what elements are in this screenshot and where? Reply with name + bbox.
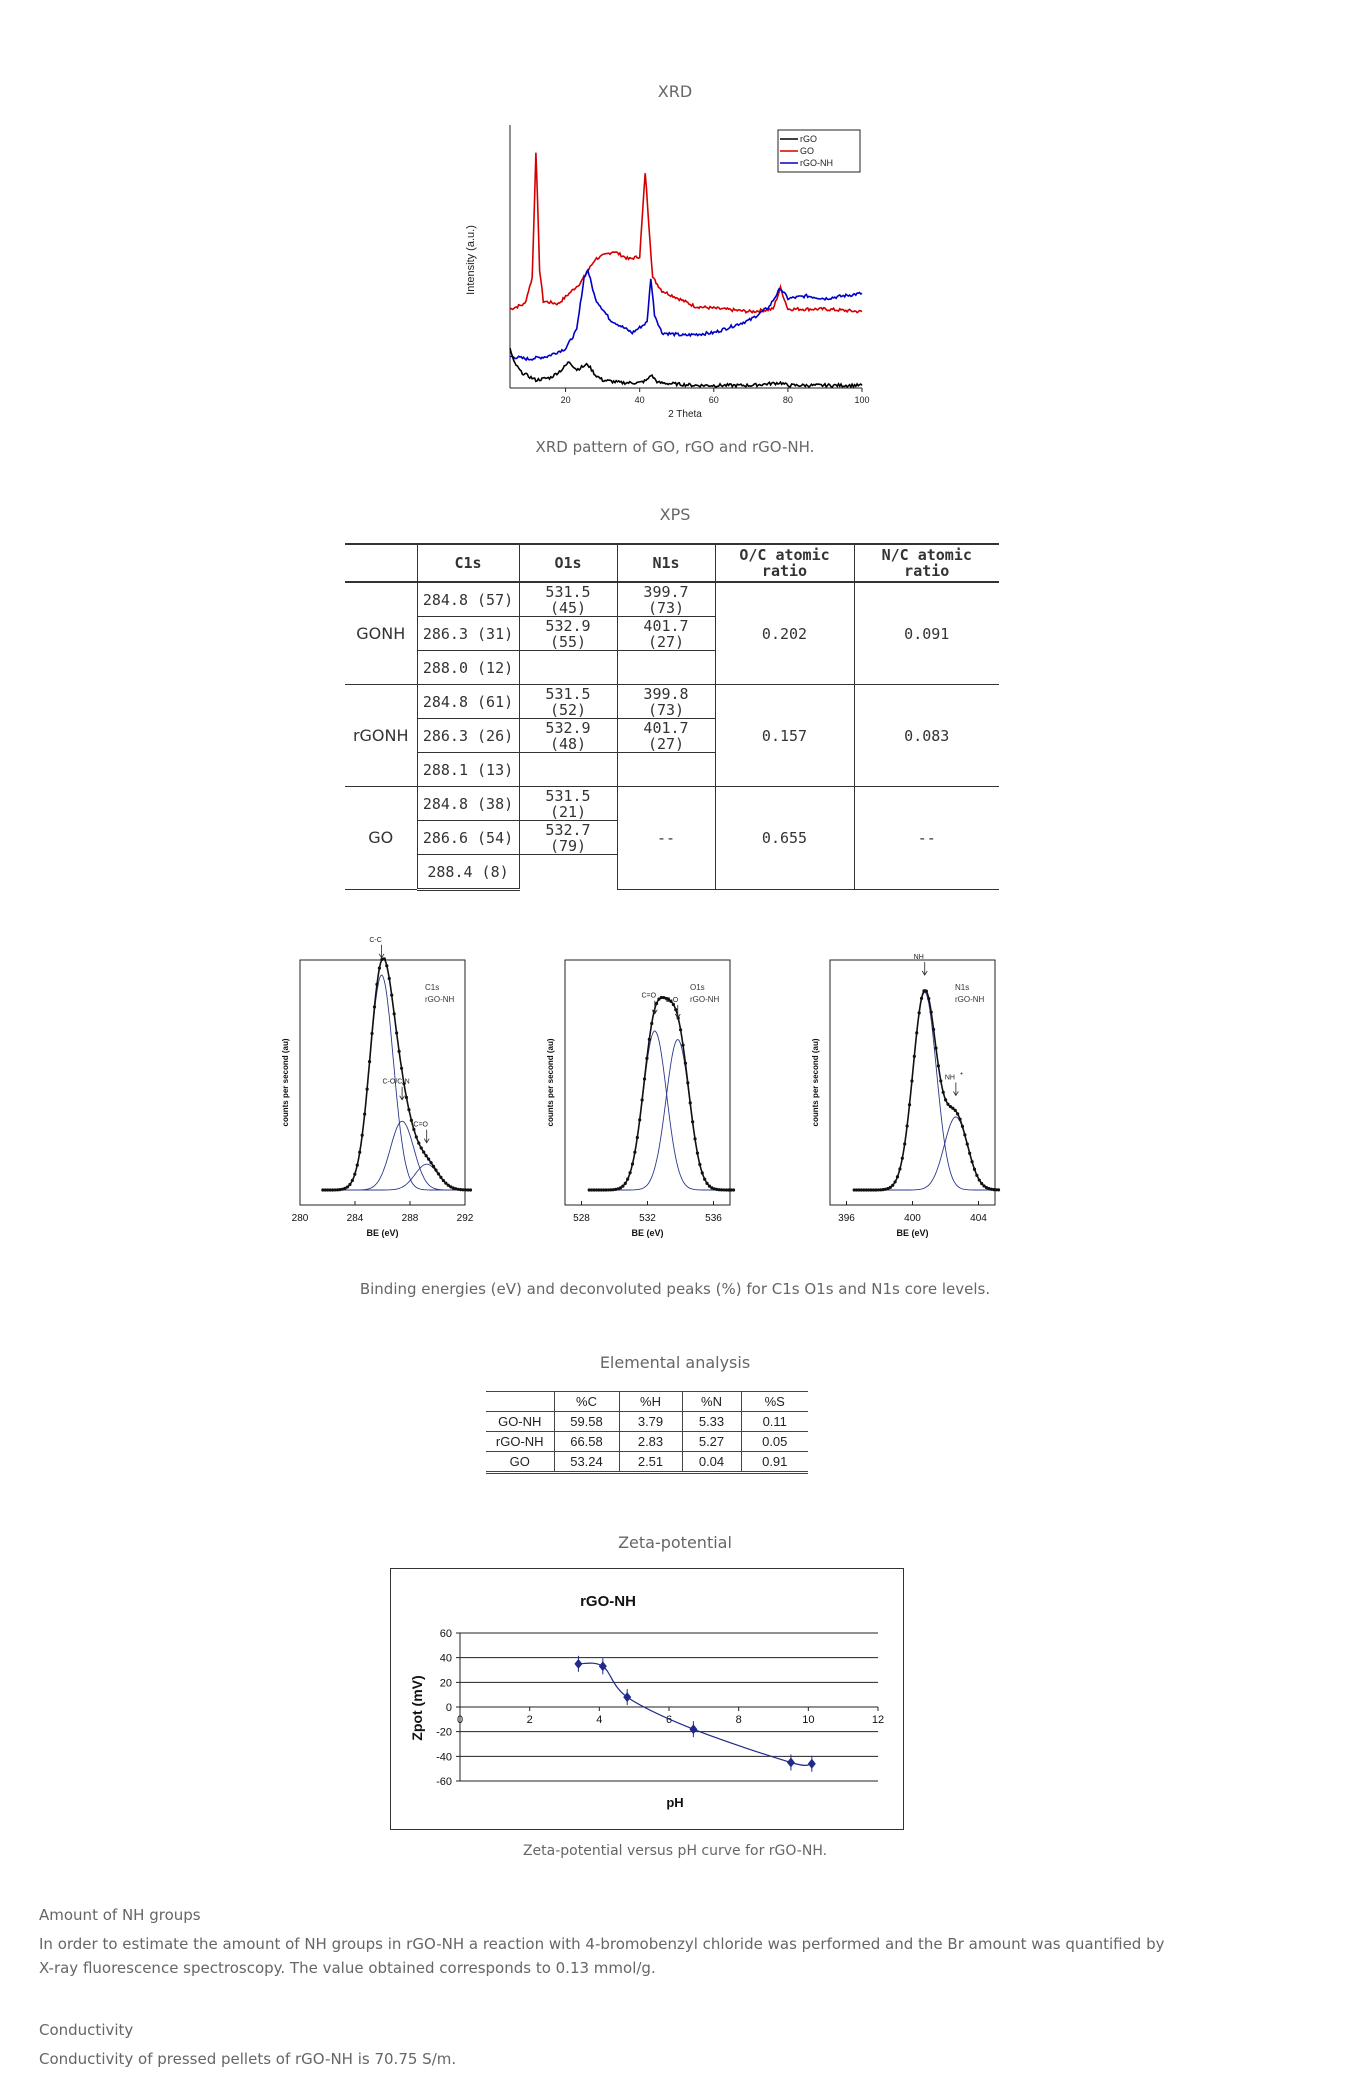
spectrum-data-point — [901, 1157, 904, 1160]
spectrum-data-point — [966, 1142, 969, 1145]
table-cell: 401.7 (27) — [617, 719, 715, 753]
xps-header-c1s: C1s — [417, 544, 519, 582]
zeta-chart — [390, 1568, 904, 1830]
table-cell: 66.58 — [554, 1432, 619, 1452]
zeta-x-tick-label: 2 — [526, 1714, 533, 1726]
zeta-chart-title: rGO-NH — [580, 1593, 636, 1610]
spectrum-data-point — [405, 1096, 408, 1099]
spectrum-data-point — [626, 1177, 629, 1180]
spectrum-x-tick-label: 532 — [639, 1213, 656, 1224]
spectrum-x-tick-label: 280 — [291, 1213, 309, 1224]
table-cell: 401.7 (27) — [617, 617, 715, 651]
table-cell: 288.4 (8) — [417, 855, 519, 890]
spectrum-data-point — [415, 1135, 418, 1138]
xrd-series-go — [510, 153, 862, 313]
spectrum-data-point — [400, 1067, 403, 1070]
spectrum-data-point — [681, 1044, 684, 1047]
xrd-title: XRD — [657, 82, 693, 101]
spectrum-data-point — [939, 1079, 942, 1082]
spectrum-annotation: C=O — [413, 1121, 428, 1129]
table-cell: 3.79 — [619, 1412, 682, 1432]
spectrum-data-point — [351, 1179, 354, 1182]
table-row — [345, 787, 999, 821]
zeta-y-tick-label: -20 — [436, 1726, 452, 1739]
table-cell: 531.5 (45) — [519, 582, 617, 617]
spectrum-data-point — [373, 1005, 376, 1008]
zeta-x-tick-label: 8 — [735, 1714, 742, 1726]
table-cell: 531.5 (52) — [519, 685, 617, 719]
table-cell: 532.9 (48) — [519, 719, 617, 753]
xps-group-label: rGONH — [345, 685, 417, 787]
spectrum-data-point — [383, 957, 386, 960]
xps-group-label: GO — [345, 787, 417, 890]
elemental-table — [486, 1391, 808, 1474]
xps-title: XPS — [659, 505, 691, 524]
nh-groups-title: Amount of NH groups — [39, 1906, 201, 1924]
xrd-x-tick-label: 20 — [560, 395, 571, 405]
zeta-chart-frame — [391, 1569, 904, 1830]
spectrum-data-point — [422, 1151, 425, 1154]
spectrum-data-point — [624, 1182, 627, 1185]
xps-header-blank — [345, 544, 417, 582]
table-cell: 2.51 — [619, 1452, 682, 1473]
conductivity-text: Conductivity of pressed pellets of rGO-NH is 70.75 S/m. — [39, 2050, 457, 2068]
spectrum-annotation: C-O — [665, 997, 679, 1004]
spectrum-data-point — [975, 1174, 978, 1177]
xps-header-nc: N/C atomic ratio — [854, 544, 999, 582]
spectrum-data-point — [363, 1112, 366, 1115]
spectrum-data-point — [930, 1011, 933, 1014]
xrd-legend-label: GO — [800, 146, 815, 156]
spectrum-ylabel: counts per second (au) — [281, 1038, 290, 1127]
table-cell: rGO-NH — [486, 1432, 554, 1452]
xrd-series-rgo-nh — [510, 270, 862, 360]
xrd-series-rgo — [510, 348, 862, 387]
spectrum-data-point — [679, 1028, 682, 1031]
spectrum-data-point — [980, 1182, 983, 1185]
spectrum-data-point — [910, 1079, 913, 1082]
spectrum-data-point — [997, 1188, 1000, 1191]
spectrum-data-point — [361, 1134, 364, 1137]
table-header — [486, 1392, 554, 1412]
table-cell: 286.3 (26) — [417, 719, 519, 753]
spectrum-data-point — [650, 1022, 653, 1025]
table-cell: 0.091 — [854, 582, 999, 685]
spectrum-annotation: NH — [913, 954, 924, 961]
spectrum-xlabel: BE (eV) — [366, 1228, 399, 1238]
zeta-title: Zeta-potential — [618, 1533, 732, 1552]
spectrum-annotation: C-C — [369, 936, 382, 944]
table-cell: -- — [617, 787, 715, 890]
spectrum-data-point — [633, 1151, 636, 1154]
spectrum-data-point — [942, 1091, 945, 1094]
spectrum-data-point — [701, 1171, 704, 1174]
spectrum-data-point — [631, 1162, 634, 1165]
table-row — [486, 1412, 808, 1432]
xrd-x-tick-label: 80 — [782, 395, 793, 405]
table-cell: 0.05 — [741, 1432, 808, 1452]
xrd-x-tick-label: 100 — [854, 395, 870, 405]
xrd-legend — [778, 130, 860, 172]
spectrum-annotation-superscript: + — [959, 1071, 964, 1078]
spectrum-data-point — [442, 1179, 445, 1182]
zeta-y-tick-label: 0 — [445, 1702, 452, 1714]
table-cell: 286.3 (31) — [417, 617, 519, 651]
spectrum-annotation: C=O — [641, 992, 657, 1000]
xps-header-n1s: N1s — [617, 544, 715, 582]
spectrum-data-point — [645, 1057, 648, 1060]
spectrum-data-point — [437, 1172, 440, 1175]
table-row — [486, 1452, 808, 1473]
spectrum-data-point — [915, 1031, 918, 1034]
c1s-spectrum-chart — [270, 936, 480, 1272]
spectrum-x-tick-label: 404 — [970, 1213, 987, 1224]
table-cell: 531.5 (21) — [519, 787, 617, 821]
xps-caption: Binding energies (eV) and deconvoluted peaks (%) for C1s O1s and N1s core levels. — [359, 1280, 991, 1298]
spectrum-data-point — [621, 1185, 624, 1188]
spectrum-data-point — [366, 1088, 369, 1091]
spectrum-data-point — [961, 1125, 964, 1128]
spectrum-data-point — [896, 1175, 899, 1178]
spectrum-data-point — [925, 989, 928, 992]
table-cell-empty — [617, 753, 715, 787]
spectrum-data-point — [732, 1188, 735, 1191]
spectrum-data-point — [425, 1154, 428, 1157]
spectrum-xlabel: BE (eV) — [896, 1228, 929, 1238]
zeta-x-tick-label: 10 — [802, 1714, 815, 1726]
spectrum-data-point — [951, 1107, 954, 1110]
spectrum-subtitle: rGO-NH — [425, 995, 455, 1004]
spectrum-data-point — [934, 1047, 937, 1050]
spectrum-data-point — [686, 1081, 689, 1084]
spectrum-data-point — [368, 1060, 371, 1063]
spectrum-data-point — [944, 1098, 947, 1101]
spectrum-subtitle: rGO-NH — [955, 995, 985, 1004]
spectrum-data-point — [434, 1169, 437, 1172]
spectrum-data-point — [638, 1118, 641, 1121]
table-cell: -- — [854, 787, 999, 890]
nh-groups-text: In order to estimate the amount of NH groups in rGO-NH a reaction with 4-bromobenzyl chloride was performed and the Br amount was quantified by X-ray fluorescence spectroscopy. The value obtained corresponds to 0.13 mmol/g. — [39, 1935, 1165, 1977]
table-cell: 59.58 — [554, 1412, 619, 1432]
spectrum-data-point — [353, 1173, 356, 1176]
spectrum-data-point — [397, 1050, 400, 1053]
spectrum-data-point — [444, 1182, 447, 1185]
table-cell: 288.1 (13) — [417, 753, 519, 787]
spectrum-title: O1s — [690, 983, 705, 992]
table-cell: 284.8 (57) — [417, 582, 519, 617]
spectrum-data-point — [370, 1032, 373, 1035]
spectrum-data-point — [705, 1182, 708, 1185]
table-cell: 2.83 — [619, 1432, 682, 1452]
spectrum-data-point — [963, 1133, 966, 1136]
spectrum-data-point — [973, 1168, 976, 1171]
table-cell: 532.7 (79) — [519, 821, 617, 855]
spectrum-annotation: C-O/C-N — [382, 1078, 410, 1086]
xrd-legend-label: rGO — [800, 134, 817, 144]
zeta-y-tick-label: 60 — [439, 1628, 452, 1640]
table-cell-empty — [617, 651, 715, 685]
table-cell: 286.6 (54) — [417, 821, 519, 855]
spectrum-data-point — [954, 1109, 957, 1112]
spectrum-data-point — [696, 1151, 699, 1154]
spectrum-data-point — [395, 1031, 398, 1034]
table-cell: 0.655 — [715, 787, 854, 890]
zeta-y-tick-label: -40 — [436, 1751, 452, 1764]
table-cell: 399.8 (73) — [617, 685, 715, 719]
spectrum-data-point — [390, 994, 393, 997]
zeta-caption: Zeta-potential versus pH curve for rGO-NH. — [522, 1843, 828, 1859]
spectrum-data-point — [636, 1136, 639, 1139]
spectrum-data-point — [903, 1142, 906, 1145]
spectrum-data-point — [693, 1137, 696, 1140]
spectrum-data-point — [346, 1185, 349, 1188]
table-cell: 0.202 — [715, 582, 854, 685]
spectrum-data-point — [893, 1180, 896, 1183]
spectrum-x-tick-label: 528 — [573, 1213, 590, 1224]
elemental-title: Elemental analysis — [599, 1353, 751, 1372]
zeta-x-tick-label: 12 — [871, 1714, 885, 1726]
spectrum-data-point — [908, 1103, 911, 1106]
xrd-legend-label: rGO-NH — [800, 158, 833, 168]
spectrum-data-point — [348, 1183, 351, 1186]
table-row — [345, 582, 999, 617]
zeta-ylabel: Zpot (mV) — [409, 1675, 425, 1741]
xps-header-oc: O/C atomic ratio — [715, 544, 854, 582]
spectrum-data-point — [407, 1108, 410, 1111]
spectrum-data-point — [703, 1178, 706, 1181]
zeta-y-tick-label: -60 — [436, 1776, 452, 1788]
spectrum-data-point — [889, 1186, 892, 1189]
table-cell: 0.11 — [741, 1412, 808, 1432]
spectrum-data-point — [920, 997, 923, 1000]
spectrum-data-point — [946, 1103, 949, 1106]
spectrum-data-point — [439, 1176, 442, 1179]
spectrum-data-point — [469, 1188, 472, 1191]
spectrum-data-point — [691, 1120, 694, 1123]
spectrum-data-point — [918, 1011, 921, 1014]
spectrum-data-point — [641, 1098, 644, 1101]
xrd-ylabel: Intensity (a.u.) — [465, 225, 477, 295]
spectrum-data-point — [898, 1167, 901, 1170]
spectrum-x-tick-label: 400 — [904, 1213, 921, 1224]
table-cell: 53.24 — [554, 1452, 619, 1473]
table-row — [486, 1432, 808, 1452]
spectrum-data-point — [393, 1012, 396, 1015]
spectrum-data-point — [968, 1152, 971, 1155]
table-header: %H — [619, 1392, 682, 1412]
xrd-x-tick-label: 60 — [708, 395, 719, 405]
spectrum-data-point — [643, 1077, 646, 1080]
zeta-x-tick-label: 0 — [456, 1714, 464, 1726]
spectrum-data-point — [684, 1062, 687, 1065]
spectrum-data-point — [970, 1160, 973, 1163]
spectrum-annotation: NH — [944, 1074, 955, 1082]
spectrum-data-point — [913, 1055, 916, 1058]
spectrum-data-point — [417, 1141, 420, 1144]
spectrum-title: C1s — [425, 983, 440, 992]
table-row — [345, 685, 999, 719]
spectrum-data-point — [655, 1002, 658, 1005]
xps-group-label: GONH — [345, 582, 417, 685]
xrd-caption: XRD pattern of GO, rGO and rGO-NH. — [535, 438, 815, 456]
spectrum-data-point — [674, 1008, 677, 1011]
xps-header-o1s: O1s — [519, 544, 617, 582]
table-cell-empty — [519, 651, 617, 685]
spectrum-data-point — [689, 1101, 692, 1104]
spectrum-data-point — [429, 1161, 432, 1164]
spectrum-data-point — [385, 964, 388, 967]
xrd-chart — [460, 120, 880, 430]
spectrum-subtitle: rGO-NH — [690, 995, 720, 1004]
table-cell: 0.083 — [854, 685, 999, 787]
spectrum-x-tick-label: 396 — [838, 1213, 855, 1224]
spectrum-data-point — [927, 997, 930, 1000]
spectrum-data-point — [427, 1158, 430, 1161]
spectrum-data-point — [356, 1163, 359, 1166]
xps-header-row — [345, 544, 999, 582]
table-cell: 399.7 (73) — [617, 582, 715, 617]
spectrum-data-point — [937, 1064, 940, 1067]
spectrum-data-point — [388, 977, 391, 980]
table-header-row — [486, 1392, 808, 1412]
spectrum-x-tick-label: 292 — [456, 1213, 474, 1224]
spectrum-ylabel: counts per second (au) — [546, 1038, 555, 1127]
spectrum-xlabel: BE (eV) — [631, 1228, 664, 1238]
spectrum-data-point — [358, 1151, 361, 1154]
table-cell: 288.0 (12) — [417, 651, 519, 685]
table-cell: GO-NH — [486, 1412, 554, 1432]
table-cell: 284.8 (61) — [417, 685, 519, 719]
spectrum-x-tick-label: 536 — [705, 1213, 722, 1224]
xrd-xlabel: 2 Theta — [668, 409, 702, 420]
xrd-x-tick-label: 40 — [634, 395, 645, 405]
table-header: %S — [741, 1392, 808, 1412]
n1s-spectrum-chart — [800, 950, 1010, 1272]
table-cell: 0.04 — [682, 1452, 741, 1473]
table-cell: 0.157 — [715, 685, 854, 787]
spectrum-data-point — [375, 983, 378, 986]
zeta-x-tick-label: 4 — [596, 1714, 603, 1726]
spectrum-data-point — [956, 1112, 959, 1115]
table-cell: 5.33 — [682, 1412, 741, 1432]
o1s-spectrum-chart — [535, 950, 745, 1272]
table-cell-empty — [519, 753, 617, 787]
zeta-xlabel: pH — [666, 1795, 684, 1810]
table-cell-empty — [519, 855, 617, 890]
zeta-x-tick-label: 6 — [665, 1714, 673, 1726]
conductivity-title: Conductivity — [39, 2021, 134, 2039]
spectrum-data-point — [420, 1146, 423, 1149]
spectrum-data-point — [432, 1165, 435, 1168]
spectrum-data-point — [628, 1171, 631, 1174]
spectrum-x-tick-label: 288 — [401, 1213, 419, 1224]
zeta-y-tick-label: 40 — [439, 1652, 452, 1665]
spectrum-data-point — [891, 1184, 894, 1187]
table-header: %N — [682, 1392, 741, 1412]
xps-table — [345, 543, 999, 891]
table-header: %C — [554, 1392, 619, 1412]
spectrum-data-point — [378, 967, 381, 970]
spectrum-data-point — [932, 1028, 935, 1031]
zeta-y-tick-label: 20 — [439, 1677, 452, 1690]
spectrum-title: N1s — [955, 983, 970, 992]
spectrum-ylabel: counts per second (au) — [811, 1038, 820, 1127]
table-cell: 532.9 (55) — [519, 617, 617, 651]
table-cell: 5.27 — [682, 1432, 741, 1452]
spectrum-data-point — [978, 1178, 981, 1181]
spectrum-data-point — [958, 1118, 961, 1121]
table-cell: 0.91 — [741, 1452, 808, 1473]
spectrum-data-point — [698, 1163, 701, 1166]
spectrum-data-point — [906, 1124, 909, 1127]
table-cell: 284.8 (38) — [417, 787, 519, 821]
spectrum-x-tick-label: 284 — [346, 1213, 364, 1224]
spectrum-data-point — [648, 1038, 651, 1041]
table-cell: GO — [486, 1452, 554, 1473]
